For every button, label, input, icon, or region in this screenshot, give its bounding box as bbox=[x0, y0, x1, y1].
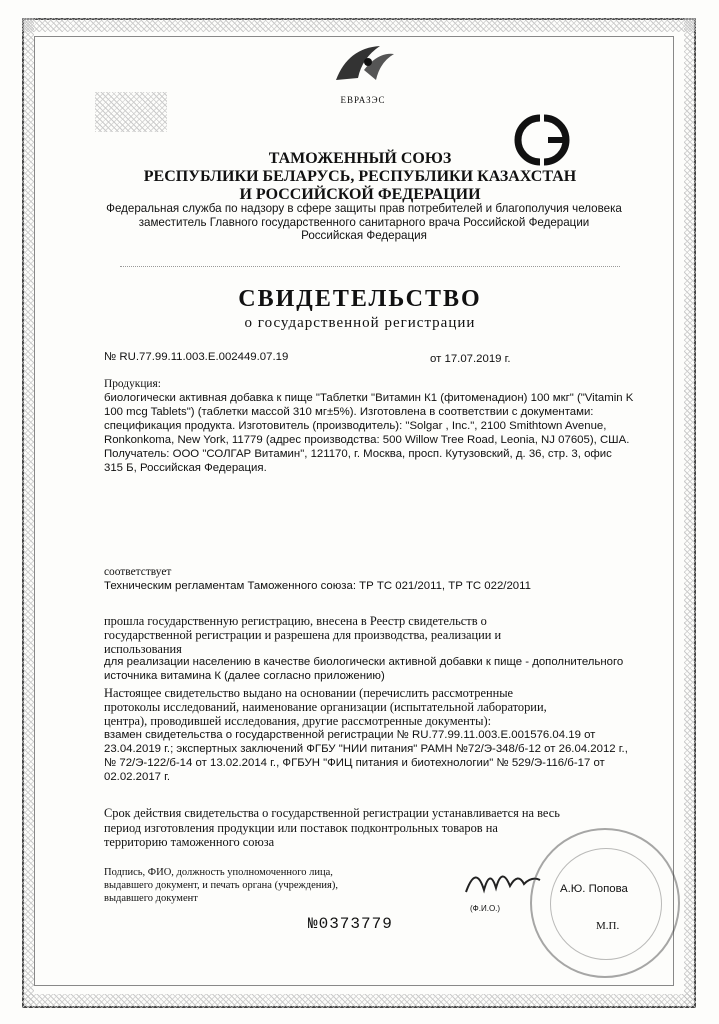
header-agency: Федеральная служба по надзору в сфере защиты прав потребителей и благополучия человека bbox=[106, 202, 622, 215]
conformity-block bbox=[104, 565, 676, 593]
bottom-ornament bbox=[22, 994, 696, 1008]
product-block bbox=[104, 377, 676, 475]
validity-line: Срок действия свидетельства о государственной регистрации устанавливается на весь bbox=[104, 806, 560, 820]
certificate-date: 17.07.2019 г. bbox=[444, 353, 511, 365]
basis-block bbox=[104, 686, 676, 728]
document-subtitle: о государственной регистрации bbox=[244, 315, 476, 331]
fio-caption: (Ф.И.О.) bbox=[470, 904, 501, 913]
official-seal-inner bbox=[550, 848, 662, 960]
product-label: Продукция: bbox=[104, 378, 161, 390]
signature-caption bbox=[104, 866, 424, 905]
registration-line: прошла государственную регистрацию, внесена в Реестр свидетельств о bbox=[104, 614, 487, 628]
basis-value-line: взамен свидетельства о государственной регистрации № RU.77.99.11.003.E.001576.04.19 от bbox=[104, 729, 596, 741]
registration-line: использования bbox=[104, 642, 182, 656]
header-deputy: заместитель Главного государственного санитарного врача Российской Федерации bbox=[138, 215, 590, 229]
signature-caption-line: Подпись, ФИО, должность уполномоченного лица, bbox=[104, 867, 333, 878]
usage-block bbox=[104, 655, 676, 683]
product-line: спецификация продукта. Изготовитель (производитель): "Solgar , Inc.", 2100 Smithtown Avenue, bbox=[104, 420, 607, 432]
product-line: биологически активная добавка к пище "Таблетки "Витамин К1 (фитоменадион) 100 мкг" ("Vitamin K bbox=[104, 392, 634, 404]
emblem-label: ЕВРАЗЭС bbox=[340, 95, 386, 105]
header-union: ТАМОЖЕННЫЙ СОЮЗ bbox=[268, 150, 452, 167]
basis-value-block bbox=[104, 728, 676, 784]
basis-line: Настоящее свидетельство выдано на основании (перечислить рассмотренные bbox=[104, 686, 514, 700]
conformity-label: соответствует bbox=[104, 566, 172, 578]
header-country: Российская Федерация bbox=[301, 229, 427, 242]
corner-ornament bbox=[95, 92, 167, 132]
usage-line: источника витамина К (далее согласно приложению) bbox=[104, 670, 385, 682]
header-russia: И РОССИЙСКОЙ ФЕДЕРАЦИИ bbox=[239, 186, 481, 203]
basis-line: центра), проводившей исследования, другие рассмотренные документы): bbox=[104, 714, 492, 728]
product-line: 315 Б, Российская Федерация. bbox=[104, 462, 267, 474]
serial-number: №0373779 bbox=[308, 915, 393, 933]
official-seal bbox=[530, 828, 680, 978]
certificate-number-row bbox=[104, 350, 288, 364]
number-prefix: № bbox=[104, 351, 117, 363]
product-line: 100 mcg Tablets") (таблетки массой 310 мг±5%). Изготовлена в соответствии с документами: bbox=[104, 406, 594, 418]
validity-line: территорию таможенного союза bbox=[104, 835, 275, 849]
evrazes-emblem bbox=[328, 40, 398, 105]
validity-line: период изготовления продукции или поставок подконтрольных товаров на bbox=[104, 820, 498, 835]
registration-block bbox=[104, 614, 676, 656]
top-ornament bbox=[22, 18, 696, 32]
emblem-icon bbox=[328, 40, 398, 90]
right-ornament bbox=[684, 18, 696, 1008]
signature-caption-line: выдавшего документ, и печать органа (учреждения), bbox=[104, 880, 338, 891]
header-republics: РЕСПУБЛИКИ БЕЛАРУСЬ, РЕСПУБЛИКИ КАЗАХСТАН bbox=[143, 168, 577, 185]
left-ornament bbox=[22, 18, 34, 1008]
date-prefix: от bbox=[430, 353, 442, 365]
stamp-caption: М.П. bbox=[596, 920, 620, 932]
certificate-date-row bbox=[430, 352, 511, 366]
product-line: Получатель: ООО "СОЛГАР Витамин", 121170, г. Москва, просп. Кутузовский, д. 36, стр. 3, офис bbox=[104, 448, 612, 460]
certificate-number: RU.77.99.11.003.E.002449.07.19 bbox=[119, 351, 289, 363]
basis-value-line: 02.02.2017 г. bbox=[104, 771, 171, 783]
signatory-name: А.Ю. Попова bbox=[560, 883, 628, 895]
blank-line bbox=[120, 266, 620, 267]
basis-line: протоколы исследований, наименование организации (испытательной лаборатории, bbox=[104, 700, 547, 714]
basis-value-line: 23.04.2019 г.; экспертных заключений ФГБУ "НИИ питания" РАМН №72/Э-348/б-12 от 26.04.2012 г., bbox=[104, 743, 628, 755]
product-line: Ronkonkoma, New York, 11779 (адрес производства: 500 Willow Tree Road, Leonia, NJ 07605), США. bbox=[104, 434, 630, 446]
conformity-value: Техническим регламентам Таможенного союза: ТР ТС 021/2011, ТР ТС 022/2011 bbox=[104, 580, 531, 592]
signature-caption-line: выдавшего документ bbox=[104, 893, 198, 904]
document-title: СВИДЕТЕЛЬСТВО bbox=[238, 286, 482, 312]
registration-line: государственной регистрации и разрешена для производства, реализации и bbox=[104, 628, 502, 642]
usage-line: для реализации населению в качестве биологически активной добавки к пище - дополнительного bbox=[104, 656, 624, 668]
basis-value-line: № 72/Э-122/б-14 от 13.02.2014 г., ФГБУН "ФИЦ питания и биотехнологии" № 529/Э-116/б-17 от bbox=[104, 757, 605, 769]
